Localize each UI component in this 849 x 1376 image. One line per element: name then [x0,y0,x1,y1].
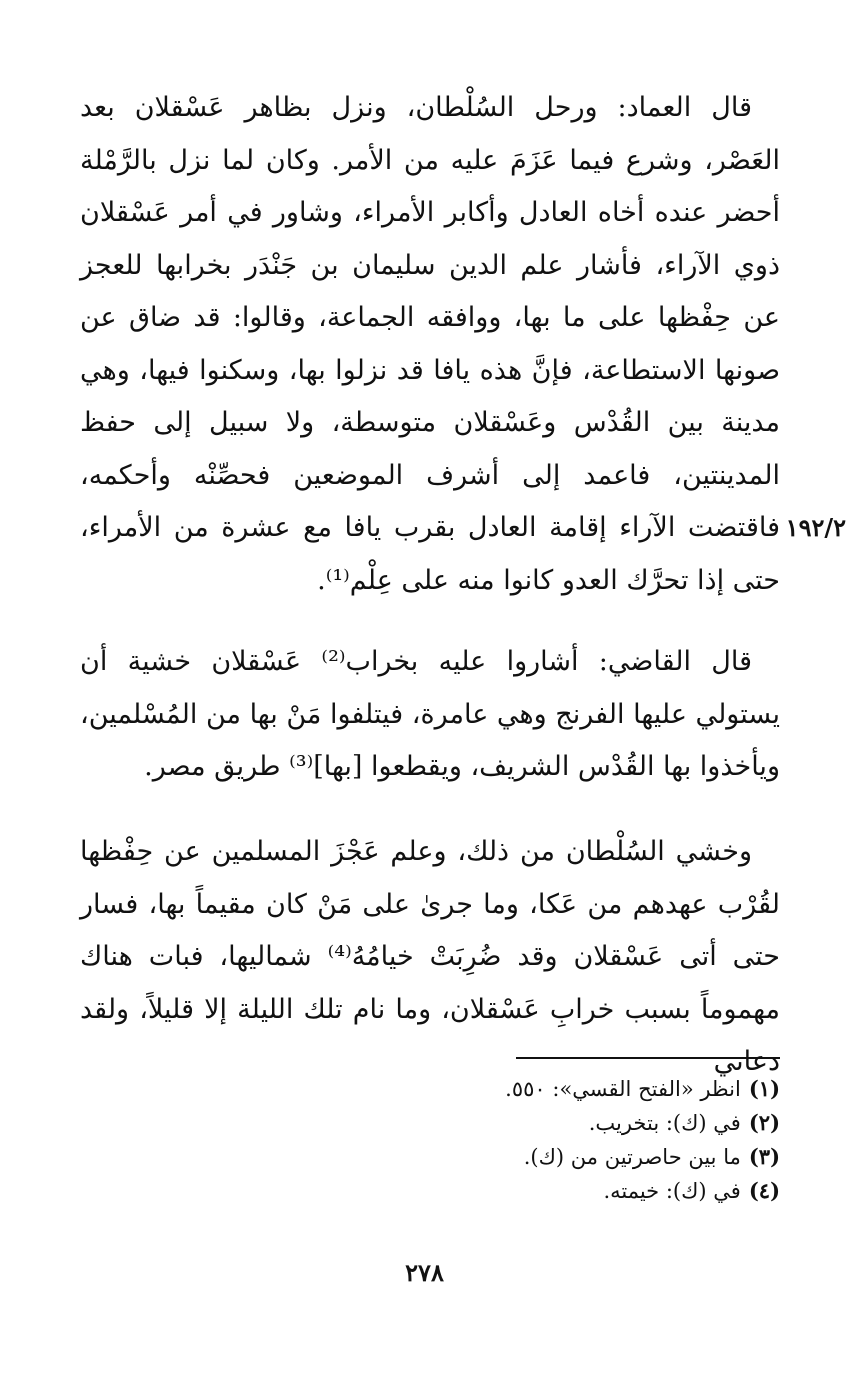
paragraph-1-text: قال العماد: ورحل السُلْطان، ونزل بظاهر عَسْقلان بعد العَصْر، وشرع فيما عَزَمَ عليه من الأمر. وكان لما نزل بالرَّمْلة أحضر عنده أخاه العادل وأكابر الأمراء، وشاور في أمر عَسْقلان ذوي الآراء، فأشار علم الدين سليمان بن جَنْدَر بخرابها للعجز عن حِفْظها على ما بها، ووافقه الجماعة، وقالوا: قد ضاق عن صونها الاستطاعة، فإنَّ هذه يافا قد نزلوا بها، وسكنوا فيها، وهي مدينة بين القُدْس وعَسْقلان متوسطة، ولا سبيل إلى حفظ المدينتين، فاعمد إلى أشرف الموضعين فحصِّنْه وأحكمه، فاقتضت الآراء إقامة العادل بقرب يافا مع عشرة من الأمراء، حتى إذا تحرَّك العدو كانوا منه على عِلْم⁽¹⁾. [80,92,780,596]
footnote-item [380,1072,780,1106]
footnote-item [380,1140,780,1174]
footnote-number: (٤) [748,1178,780,1203]
paragraph-2-text: قال القاضي: أشاروا عليه بخراب⁽²⁾ عَسْقلان خشية أن يستولي عليها الفرنج وهي عامرة، فيتلفوا مَنْ بها من المُسْلمين، ويأخذوا بها القُدْس الشريف، ويقطعوا [بها]⁽³⁾ طريق مصر. [80,646,780,782]
paragraph-3-text: وخشي السُلْطان من ذلك، وعلم عَجْزَ المسلمين عن حِفْظها لقُرْب عهدهم من عَكا، وما جرىٰ على مَنْ كان مقيماً بها، فسار حتى أتى عَسْقلان وقد ضُرِبَتْ خيامُهُ⁽⁴⁾ شماليها، فبات هناك مهموماً بسبب خرابِ عَسْقلان، وما نام تلك الليلة إلا قليلاً، ولقد دعاني [80,836,781,1077]
footnote-number: (٣) [748,1144,780,1169]
paragraph-1 [80,82,780,607]
footnote-text: ما بين حاصرتين من (ك). [523,1145,741,1169]
footnote-text: في (ك): بتخريب. [588,1111,741,1135]
page-number: ٢٧٨ [405,1258,444,1287]
paragraph-2 [80,636,780,794]
footnote-item [380,1106,780,1140]
footnotes-list [380,1072,780,1208]
margin-reference: ١٩٢/٢ [785,513,846,542]
paragraph-3 [80,826,780,1089]
footnote-item [380,1174,780,1208]
footnote-divider [516,1057,780,1059]
footnote-number: (٢) [748,1110,780,1135]
footnote-number: (١) [748,1076,780,1101]
footnote-text: انظر «الفتح القسي»: ٥٥٠. [505,1077,741,1101]
footnote-text: في (ك): خيمته. [603,1179,741,1203]
